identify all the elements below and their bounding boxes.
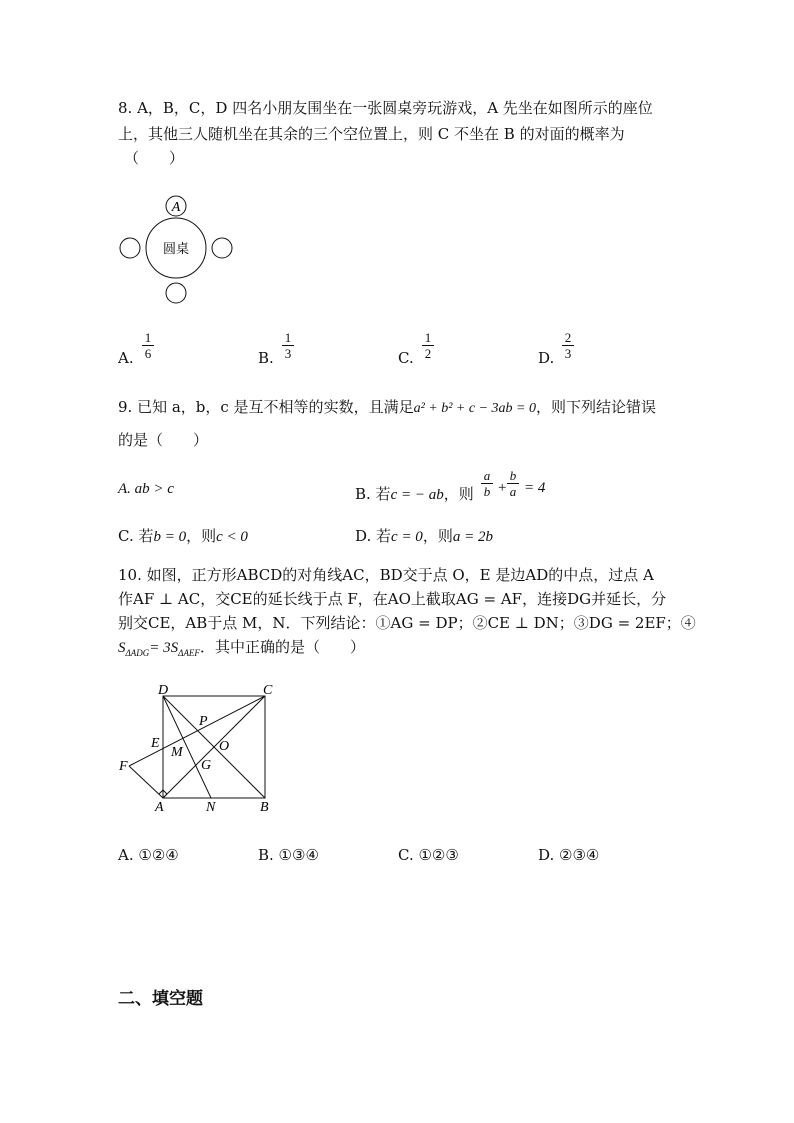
q9-opt-b[interactable] [355,484,474,505]
q9-opt-b-eq: c = − ab [390,487,444,503]
label-f: F [119,759,128,774]
q9-opt-c-mid: ，则 [186,527,217,545]
q8-opt-d-letter[interactable]: D. [538,349,555,367]
q10-tail: ．其中正确的是（ ） [199,638,365,656]
q10-line2: 作AF ⊥ AC，交CE的延长线于点 F，在AO上截取AG = AF，连接DG并延长，分 [118,590,667,608]
label-a: A [155,800,164,815]
q9-opt-b-pre: B. 若 [355,485,391,503]
q9-opt-d-eq2: a = 2b [452,529,493,545]
q9-opt-d-eq: c = 0 [391,529,423,545]
seat-left [120,238,140,258]
section2-title: 二、填空题 [118,989,203,1009]
q10-s1: S [118,640,126,656]
q9-line1 [118,397,656,419]
q9-opt-a[interactable] [118,478,174,499]
q8-opt-c-frac: 1 2 [422,331,434,360]
q9-line1-b: ，则下列结论错误 [535,398,656,416]
label-m: M [171,745,183,760]
q9-line1-a: 9. 已知 a，b，c 是互不相等的实数，且满足 [118,398,414,416]
seat-a-label: A [171,200,181,215]
line-cf [129,696,265,766]
q8-opt-b-frac: 1 3 [282,331,294,360]
q9-opt-b-plus: + [497,480,508,496]
q9-opt-c-eq: b = 0 [153,529,187,545]
label-p: P [199,714,208,729]
q8-opt-c-letter[interactable]: C. [398,349,414,367]
q8-line1: 8. A，B，C，D 四名小朋友围坐在一张圆桌旁玩游戏，A 先坐在如图所示的座位 [118,99,653,117]
q10-sub1: ΔADG [125,648,150,658]
label-e: E [151,736,160,751]
label-o: O [219,739,230,754]
square-figure [115,680,285,818]
line-af [129,766,163,798]
q10-line3: 别交CE，AB于点 M，N．下列结论：①AG = DP；②CE ⊥ DN；③DG = 2EF；④ [118,614,696,632]
q10-opt-b[interactable]: B. ①③④ [258,846,319,864]
label-b: B [260,800,269,815]
q8-opt-d-frac: 2 3 [562,331,574,360]
q10-opt-a[interactable]: A. ①②④ [118,846,179,864]
q10-opt-c[interactable]: C. ①②③ [398,846,459,864]
q9-opt-c[interactable] [118,526,248,547]
q8-line2: 上，其他三人随机坐在其余的三个空位置上，则 C 不坐在 B 的对面的概率为 [118,125,625,143]
q9-opt-c-eq2: c < 0 [216,529,248,545]
q8-opt-a-frac: 1 6 [142,331,154,360]
table-label: 圆桌 [162,242,190,257]
q8-opt-a-letter[interactable]: A. [118,349,134,367]
q9-opt-b-mid: ，则 [443,485,474,503]
q9-opt-b-frac2: b a [507,469,519,498]
q9-opt-d[interactable] [355,526,493,547]
q10-opt-d[interactable]: D. ②③④ [538,846,600,864]
q8-opt-b-letter[interactable]: B. [258,349,274,367]
q9-opt-a-text: A. ab > c [118,481,174,497]
q9-opt-d-pre: D. 若 [355,527,392,545]
q9-opt-b-tail: = 4 [524,480,546,496]
label-c: C [263,683,273,698]
label-d: D [158,683,169,698]
q8-line3: （ ） [124,149,185,167]
label-g: G [201,758,212,773]
q10-eq: = 3S [149,640,179,656]
q10-sub2: ΔAEF [178,648,200,658]
label-n: N [206,800,216,815]
q9-opt-b-frac1: a b [481,469,493,498]
q9-equation: a² + b² + c − 3ab = 0 [413,401,536,416]
seat-right [212,238,232,258]
q9-opt-c-pre: C. 若 [118,527,154,545]
q9-opt-d-mid: ，则 [422,527,453,545]
seat-bottom [166,283,186,303]
round-table-figure [116,190,236,308]
q10-line1: 10. 如图，正方形ABCD的对角线AC，BD交于点 O，E 是边AD的中点，过点 A [118,566,654,584]
q10-line4 [118,637,365,663]
q9-line2: 的是（ ） [118,431,209,449]
